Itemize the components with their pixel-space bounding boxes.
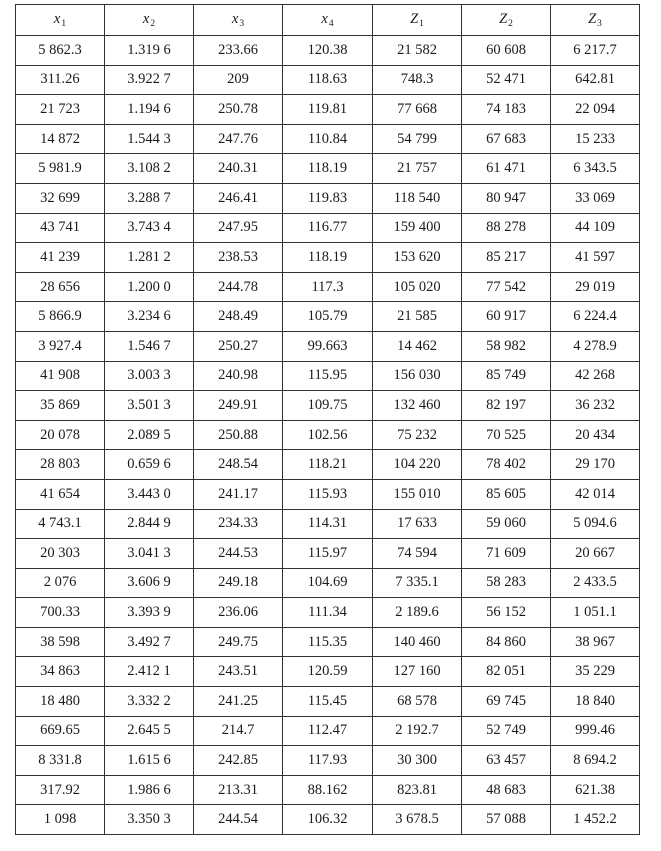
table-cell: 4 278.9	[551, 331, 640, 361]
table-cell: 240.98	[194, 361, 283, 391]
column-header	[551, 5, 640, 36]
table-cell: 70 525	[462, 420, 551, 450]
table-cell: 244.53	[194, 539, 283, 569]
table-cell: 120.59	[283, 657, 373, 687]
table-cell: 118.21	[283, 450, 373, 480]
table-cell: 156 030	[373, 361, 462, 391]
table-cell: 52 471	[462, 65, 551, 95]
data-table	[15, 4, 640, 835]
table-cell: 119.81	[283, 95, 373, 125]
table-cell: 117.93	[283, 746, 373, 776]
table-row	[16, 657, 640, 687]
table-cell: 248.49	[194, 302, 283, 332]
table-row	[16, 302, 640, 332]
table-cell: 29 170	[551, 450, 640, 480]
table-cell: 621.38	[551, 775, 640, 805]
table-cell: 2.844 9	[105, 509, 194, 539]
table-cell: 1.281 2	[105, 243, 194, 273]
table-cell: 20 434	[551, 420, 640, 450]
column-symbol: Z	[410, 11, 419, 27]
table-cell: 115.35	[283, 627, 373, 657]
table-cell: 18 480	[16, 687, 105, 717]
table-cell: 3 678.5	[373, 805, 462, 835]
table-cell: 118.19	[283, 154, 373, 184]
table-cell: 2 189.6	[373, 598, 462, 628]
table-cell: 59 060	[462, 509, 551, 539]
table-cell: 20 667	[551, 539, 640, 569]
table-cell: 88 278	[462, 213, 551, 243]
table-cell: 118 540	[373, 183, 462, 213]
column-header	[105, 5, 194, 36]
table-row	[16, 124, 640, 154]
table-cell: 241.25	[194, 687, 283, 717]
table-cell: 159 400	[373, 213, 462, 243]
column-subscript: 4	[328, 19, 334, 29]
table-cell: 60 608	[462, 36, 551, 66]
table-cell: 7 335.1	[373, 568, 462, 598]
table-cell: 71 609	[462, 539, 551, 569]
table-cell: 112.47	[283, 716, 373, 746]
table-cell: 18 840	[551, 687, 640, 717]
table-cell: 246.41	[194, 183, 283, 213]
table-cell: 3.393 9	[105, 598, 194, 628]
table-cell: 43 741	[16, 213, 105, 243]
table-cell: 249.18	[194, 568, 283, 598]
table-row	[16, 805, 640, 835]
table-row	[16, 716, 640, 746]
table-cell: 42 268	[551, 361, 640, 391]
column-subscript: 2	[150, 19, 156, 29]
table-cell: 5 981.9	[16, 154, 105, 184]
table-cell: 21 757	[373, 154, 462, 184]
table-row	[16, 746, 640, 776]
table-cell: 36 232	[551, 391, 640, 421]
table-cell: 35 229	[551, 657, 640, 687]
table-cell: 106.32	[283, 805, 373, 835]
table-cell: 248.54	[194, 450, 283, 480]
column-symbol: Z	[499, 11, 508, 27]
table-cell: 58 982	[462, 331, 551, 361]
column-symbol: x	[53, 11, 61, 27]
table-cell: 1.319 6	[105, 36, 194, 66]
table-cell: 2 433.5	[551, 568, 640, 598]
table-cell: 6 217.7	[551, 36, 640, 66]
table-cell: 247.76	[194, 124, 283, 154]
table-cell: 249.91	[194, 391, 283, 421]
table-cell: 823.81	[373, 775, 462, 805]
column-symbol: Z	[588, 11, 597, 27]
table-cell: 20 078	[16, 420, 105, 450]
table-cell: 244.78	[194, 272, 283, 302]
column-subscript: 1	[419, 19, 424, 29]
table-cell: 69 745	[462, 687, 551, 717]
table-cell: 33 069	[551, 183, 640, 213]
table-cell: 132 460	[373, 391, 462, 421]
table-cell: 748.3	[373, 65, 462, 95]
table-row	[16, 568, 640, 598]
table-cell: 82 197	[462, 391, 551, 421]
column-subscript: 1	[61, 19, 67, 29]
table-cell: 6 343.5	[551, 154, 640, 184]
table-cell: 78 402	[462, 450, 551, 480]
table-cell: 8 694.2	[551, 746, 640, 776]
table-cell: 102.56	[283, 420, 373, 450]
table-cell: 48 683	[462, 775, 551, 805]
table-row	[16, 183, 640, 213]
table-cell: 21 585	[373, 302, 462, 332]
table-cell: 3.108 2	[105, 154, 194, 184]
table-cell: 3.350 3	[105, 805, 194, 835]
table-cell: 6 224.4	[551, 302, 640, 332]
table-row	[16, 509, 640, 539]
table-cell: 3.041 3	[105, 539, 194, 569]
column-subscript: 3	[239, 19, 245, 29]
table-cell: 115.97	[283, 539, 373, 569]
table-cell: 119.83	[283, 183, 373, 213]
table-cell: 234.33	[194, 509, 283, 539]
table-cell: 244.54	[194, 805, 283, 835]
table-row	[16, 479, 640, 509]
table-cell: 74 183	[462, 95, 551, 125]
table-row	[16, 243, 640, 273]
table-cell: 3.501 3	[105, 391, 194, 421]
table-row	[16, 95, 640, 125]
table-cell: 5 866.9	[16, 302, 105, 332]
column-symbol: x	[142, 11, 150, 27]
table-cell: 22 094	[551, 95, 640, 125]
table-cell: 1 452.2	[551, 805, 640, 835]
table-cell: 88.162	[283, 775, 373, 805]
table-cell: 118.19	[283, 243, 373, 273]
table-cell: 75 232	[373, 420, 462, 450]
table-cell: 61 471	[462, 154, 551, 184]
table-cell: 700.33	[16, 598, 105, 628]
table-cell: 3.606 9	[105, 568, 194, 598]
table-cell: 52 749	[462, 716, 551, 746]
table-cell: 0.659 6	[105, 450, 194, 480]
table-row	[16, 154, 640, 184]
table-cell: 243.51	[194, 657, 283, 687]
table-cell: 4 743.1	[16, 509, 105, 539]
table-row	[16, 598, 640, 628]
table-cell: 34 863	[16, 657, 105, 687]
table-cell: 77 542	[462, 272, 551, 302]
table-cell: 67 683	[462, 124, 551, 154]
table-cell: 105.79	[283, 302, 373, 332]
table-cell: 642.81	[551, 65, 640, 95]
table-row	[16, 420, 640, 450]
table-cell: 114.31	[283, 509, 373, 539]
table-cell: 236.06	[194, 598, 283, 628]
column-subscript: 3	[597, 19, 602, 29]
table-cell: 38 598	[16, 627, 105, 657]
table-cell: 3.332 2	[105, 687, 194, 717]
table-cell: 110.84	[283, 124, 373, 154]
table-cell: 32 699	[16, 183, 105, 213]
table-cell: 247.95	[194, 213, 283, 243]
table-row	[16, 65, 640, 95]
table-cell: 250.88	[194, 420, 283, 450]
table-cell: 120.38	[283, 36, 373, 66]
table-cell: 56 152	[462, 598, 551, 628]
table-row	[16, 775, 640, 805]
table-cell: 2.645 5	[105, 716, 194, 746]
table-cell: 109.75	[283, 391, 373, 421]
table-cell: 14 872	[16, 124, 105, 154]
table-cell: 116.77	[283, 213, 373, 243]
table-cell: 85 749	[462, 361, 551, 391]
table-cell: 74 594	[373, 539, 462, 569]
table-row	[16, 687, 640, 717]
table-cell: 1.615 6	[105, 746, 194, 776]
table-cell: 3.922 7	[105, 65, 194, 95]
table-cell: 155 010	[373, 479, 462, 509]
table-cell: 3.234 6	[105, 302, 194, 332]
column-symbol: x	[321, 11, 328, 27]
table-cell: 44 109	[551, 213, 640, 243]
table-cell: 80 947	[462, 183, 551, 213]
table-cell: 28 656	[16, 272, 105, 302]
table-cell: 311.26	[16, 65, 105, 95]
table-cell: 5 094.6	[551, 509, 640, 539]
table-cell: 115.45	[283, 687, 373, 717]
table-cell: 38 967	[551, 627, 640, 657]
table-cell: 3.443 0	[105, 479, 194, 509]
table-cell: 35 869	[16, 391, 105, 421]
table-cell: 3 927.4	[16, 331, 105, 361]
table-cell: 140 460	[373, 627, 462, 657]
table-row	[16, 272, 640, 302]
table-cell: 118.63	[283, 65, 373, 95]
table-cell: 241.17	[194, 479, 283, 509]
column-header	[283, 5, 373, 36]
table-row	[16, 361, 640, 391]
table-cell: 99.663	[283, 331, 373, 361]
table-row	[16, 213, 640, 243]
table-cell: 21 723	[16, 95, 105, 125]
table-cell: 3.003 3	[105, 361, 194, 391]
column-header	[373, 5, 462, 36]
column-subscript: 2	[508, 19, 513, 29]
table-cell: 42 014	[551, 479, 640, 509]
table-cell: 60 917	[462, 302, 551, 332]
table-cell: 250.27	[194, 331, 283, 361]
table-row	[16, 627, 640, 657]
table-cell: 238.53	[194, 243, 283, 273]
table-row	[16, 539, 640, 569]
table-cell: 1.544 3	[105, 124, 194, 154]
table-cell: 105 020	[373, 272, 462, 302]
table-cell: 41 597	[551, 243, 640, 273]
table-cell: 1 098	[16, 805, 105, 835]
table-cell: 1.986 6	[105, 775, 194, 805]
table-body	[16, 36, 640, 835]
header-row	[16, 5, 640, 36]
table-cell: 85 217	[462, 243, 551, 273]
table-cell: 84 860	[462, 627, 551, 657]
table-cell: 41 908	[16, 361, 105, 391]
table-cell: 213.31	[194, 775, 283, 805]
table-cell: 115.93	[283, 479, 373, 509]
table-cell: 1.200 0	[105, 272, 194, 302]
table-cell: 240.31	[194, 154, 283, 184]
table-cell: 5 862.3	[16, 36, 105, 66]
table-cell: 14 462	[373, 331, 462, 361]
table-cell: 20 303	[16, 539, 105, 569]
table-cell: 3.492 7	[105, 627, 194, 657]
table-cell: 29 019	[551, 272, 640, 302]
table-cell: 242.85	[194, 746, 283, 776]
table-cell: 41 239	[16, 243, 105, 273]
table-cell: 77 668	[373, 95, 462, 125]
table-cell: 82 051	[462, 657, 551, 687]
table-cell: 317.92	[16, 775, 105, 805]
table-cell: 58 283	[462, 568, 551, 598]
table-cell: 669.65	[16, 716, 105, 746]
table-row	[16, 450, 640, 480]
table-cell: 117.3	[283, 272, 373, 302]
table-cell: 28 803	[16, 450, 105, 480]
table-cell: 127 160	[373, 657, 462, 687]
table-row	[16, 36, 640, 66]
table-row	[16, 331, 640, 361]
table-cell: 3.288 7	[105, 183, 194, 213]
column-header	[16, 5, 105, 36]
table-cell: 2.089 5	[105, 420, 194, 450]
table-cell: 8 331.8	[16, 746, 105, 776]
table-header	[16, 5, 640, 36]
table-cell: 1.546 7	[105, 331, 194, 361]
table-cell: 1.194 6	[105, 95, 194, 125]
table-cell: 111.34	[283, 598, 373, 628]
column-symbol: x	[231, 11, 239, 27]
table-cell: 2 192.7	[373, 716, 462, 746]
table-cell: 85 605	[462, 479, 551, 509]
table-cell: 115.95	[283, 361, 373, 391]
table-cell: 104.69	[283, 568, 373, 598]
table-cell: 15 233	[551, 124, 640, 154]
table-cell: 21 582	[373, 36, 462, 66]
table-cell: 41 654	[16, 479, 105, 509]
table-cell: 153 620	[373, 243, 462, 273]
table-cell: 63 457	[462, 746, 551, 776]
table-cell: 233.66	[194, 36, 283, 66]
table-cell: 104 220	[373, 450, 462, 480]
table-cell: 68 578	[373, 687, 462, 717]
table-cell: 1 051.1	[551, 598, 640, 628]
table-cell: 2 076	[16, 568, 105, 598]
table-cell: 249.75	[194, 627, 283, 657]
column-header	[194, 5, 283, 36]
table-row	[16, 391, 640, 421]
table-cell: 250.78	[194, 95, 283, 125]
table-cell: 2.412 1	[105, 657, 194, 687]
column-header	[462, 5, 551, 36]
table-cell: 17 633	[373, 509, 462, 539]
table-cell: 57 088	[462, 805, 551, 835]
table-cell: 3.743 4	[105, 213, 194, 243]
table-cell: 214.7	[194, 716, 283, 746]
table-cell: 999.46	[551, 716, 640, 746]
table-cell: 209	[194, 65, 283, 95]
table-cell: 30 300	[373, 746, 462, 776]
table-cell: 54 799	[373, 124, 462, 154]
